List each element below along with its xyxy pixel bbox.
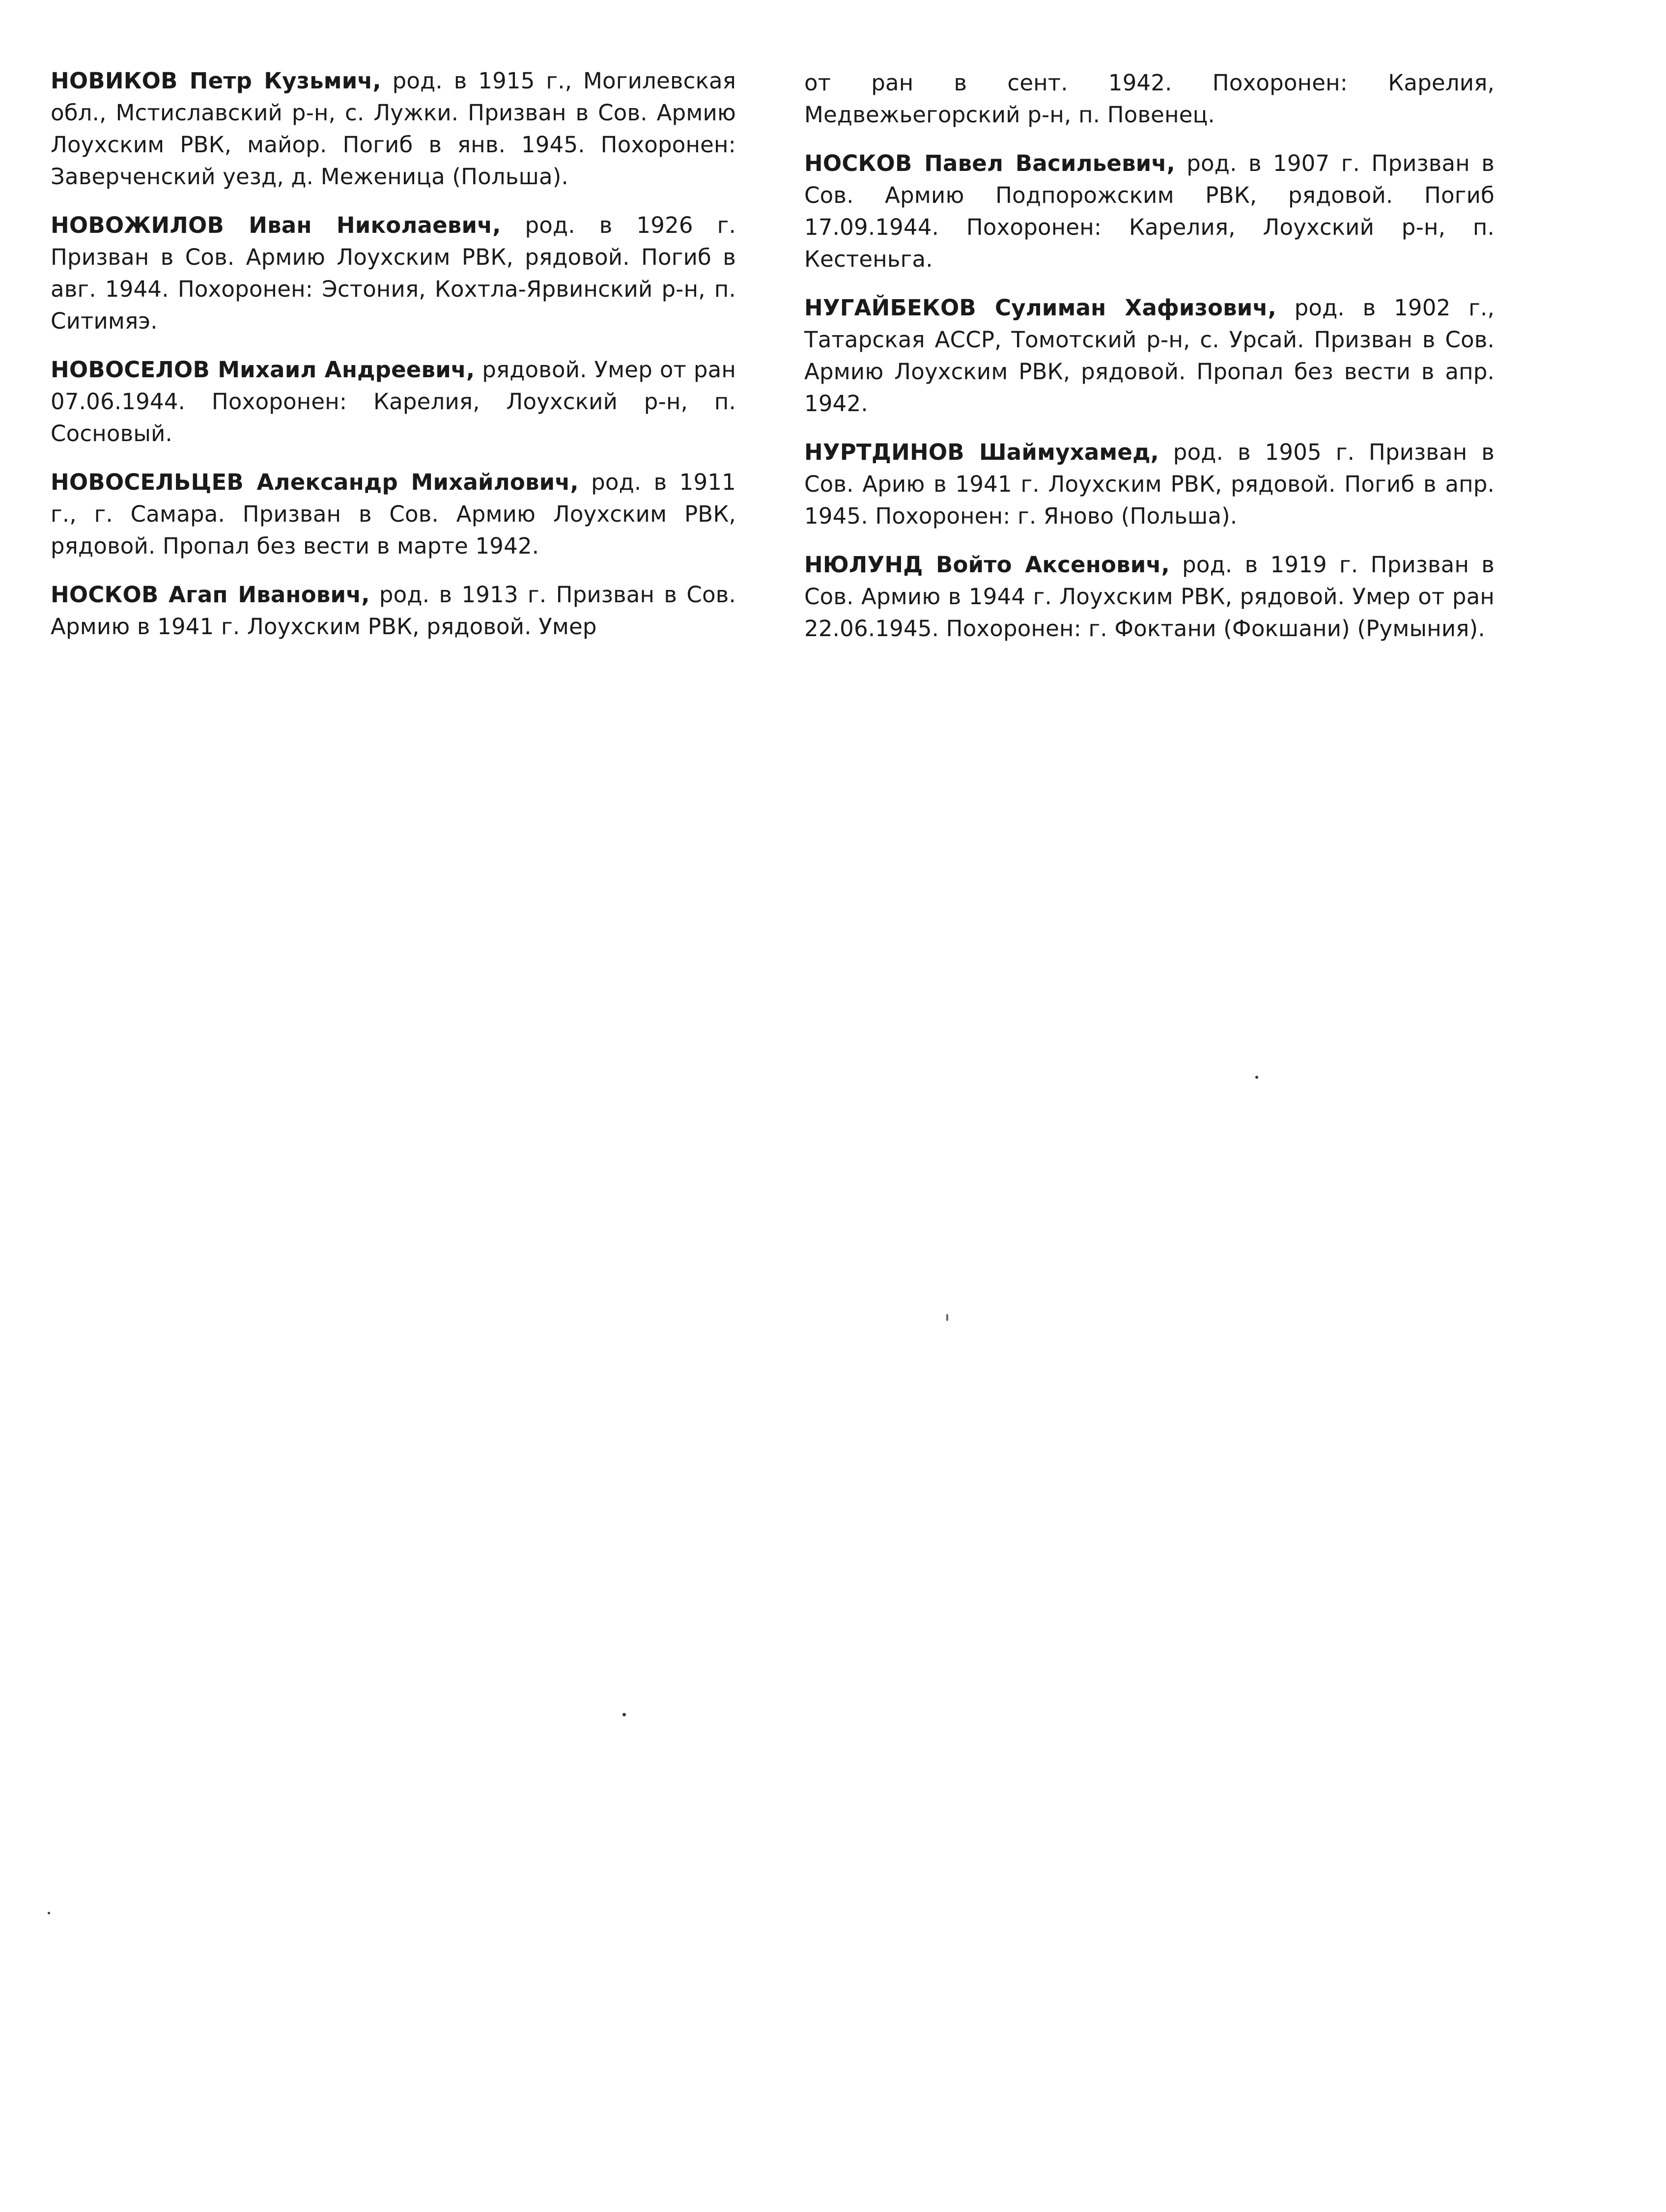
entry-novozhilov [51, 209, 736, 337]
entry-continuation: от ран в сент. 1942. Похоронен: Карелия, Медвежьегорский р-н, п. Повенец. [804, 70, 1495, 128]
scan-speck [622, 1713, 626, 1716]
entry-name: НУГАЙБЕКОВ Сулиман Хафизович, [804, 295, 1276, 321]
entry-text: род. в 1911 г., г. Самара. Призван в Сов. Армию Лоухским РВК, рядовой. Пропал без вести в марте 1942. [51, 469, 736, 559]
entry-text: род. в 1926 г. Призван в Сов. Армию Лоухским РВК, рядовой. Погиб в авг. 1944. Похоронен: Эстония, Кохтла-Ярвинский р-н, п. Ситимяэ. [51, 212, 736, 334]
entry-name: НОВОСЕЛОВ Михаил Андреевич, [51, 357, 475, 383]
right-column [804, 67, 1495, 661]
scan-speck [1255, 1076, 1258, 1079]
entry-text: род. в 1915 г., Могилевская обл., Мстиславский р-н, с. Лужки. Призван в Сов. Армию Лоухским РВК, майор. Погиб в янв. 1945. Похоронен: Заверченский уезд, д. Меженица (Польша). [51, 68, 736, 190]
entry-novoselov [51, 354, 736, 449]
entry-nyulund [804, 549, 1495, 644]
entry-name: НОВОЖИЛОВ Иван Николаевич, [51, 212, 501, 238]
entry-name: НОСКОВ Павел Васильевич, [804, 150, 1175, 176]
scan-speck [946, 1314, 948, 1321]
scan-speck [48, 1912, 50, 1914]
entry-noskov-agap [51, 579, 736, 643]
entry-nurtdinov [804, 436, 1495, 532]
entry-noskov-pavel [804, 147, 1495, 275]
entry-name: НОСКОВ Агап Иванович, [51, 582, 370, 608]
entry-text: род. в 1919 г. Призван в Сов. Армию в 1944 г. Лоухским РВК, рядовой. Умер от ран 22.06.1945. Похоронен: г. Фоктани (Фокшани) (Румыния). [804, 552, 1495, 642]
entry-name: НОВИКОВ Петр Кузьмич, [51, 68, 381, 94]
entry-text: род. в 1913 г. Призван в Сов. Армию в 1941 г. Лоухским РВК, рядовой. Умер [51, 582, 736, 640]
entry-name: НУРТДИНОВ Шаймухамед, [804, 439, 1159, 465]
left-column [51, 65, 736, 659]
entry-novoseltsev [51, 466, 736, 562]
entry-text: род. в 1905 г. Призван в Сов. Арию в 1941 г. Лоухским РВК, рядовой. Погиб в апр. 1945. Похоронен: г. Яново (Польша). [804, 439, 1495, 529]
entry-novikov [51, 65, 736, 193]
entry-text: рядовой. Умер от ран 07.06.1944. Похоронен: Карелия, Лоухский р-н, п. Сосновый. [51, 357, 736, 447]
entry-nugaybekov [804, 292, 1495, 420]
entry-name: НОВОСЕЛЬЦЕВ Александр Михайлович, [51, 469, 579, 495]
entry-text: род. в 1907 г. Призван в Сов. Армию Подпорожским РВК, рядовой. Погиб 17.09.1944. Похоронен: Карелия, Лоухский р-н, п. Кестеньга. [804, 150, 1495, 272]
entry-text: род. в 1902 г., Татарская АССР, Томотский р-н, с. Урсай. Призван в Сов. Армию Лоухским РВК, рядовой. Пропал без вести в апр. 1942. [804, 295, 1495, 417]
entry-name: НЮЛУНД Войто Аксенович, [804, 552, 1170, 578]
